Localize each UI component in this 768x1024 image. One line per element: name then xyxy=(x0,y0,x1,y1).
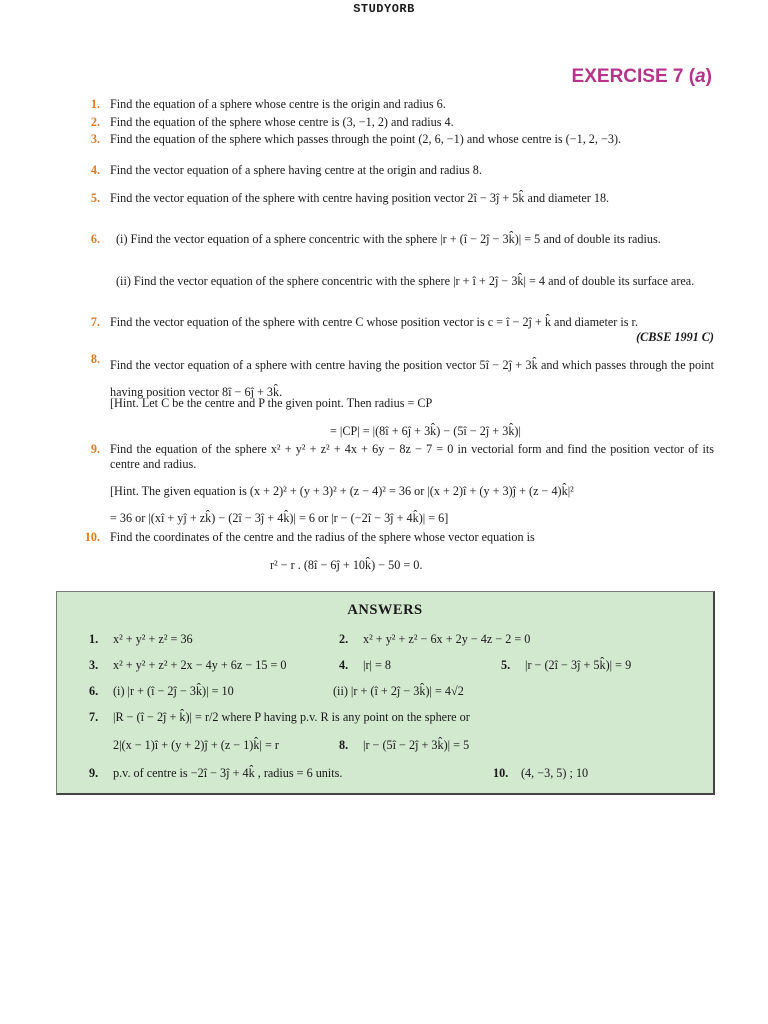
question-number: 9. xyxy=(90,442,100,456)
answer-5: 5. |r − (2î − 3ĵ + 5k̂)| = 9 xyxy=(501,658,632,672)
hint-8-equation: = |CP| = |(8î + 6ĵ + 3k̂) − (5î − 2ĵ + 3k̂)| xyxy=(330,424,521,438)
question-2: Find the equation of the sphere whose centre is (3, −1, 2) and radius 4. xyxy=(110,115,454,129)
question-7: Find the vector equation of the sphere with centre C whose position vector is c = î − 2ĵ + k̂ and diameter is r. xyxy=(110,315,638,329)
answer-2: 2. x² + y² + z² − 6x + 2y − 4z − 2 = 0 xyxy=(339,632,531,646)
question-number: 6. xyxy=(90,232,100,246)
page-header: STUDYORB xyxy=(353,2,415,16)
answer-10: 10. (4, −3, 5) ; 10 xyxy=(493,766,589,780)
answer-3: 3. x² + y² + z² + 2x − 4y + 6z − 15 = 0 xyxy=(89,658,287,672)
question-number: 1. xyxy=(90,97,100,111)
question-10: Find the coordinates of the centre and the radius of the sphere whose vector equation is xyxy=(110,530,535,544)
question-1: Find the equation of a sphere whose centre is the origin and radius 6. xyxy=(110,97,446,111)
answer-4: 4. |r| = 8 xyxy=(339,658,391,672)
answer-1: 1. x² + y² + z² = 36 xyxy=(89,632,193,646)
question-number: 4. xyxy=(90,163,100,177)
answer-9: 9. p.v. of centre is −2î − 3ĵ + 4k̂ , radius = 6 units. xyxy=(89,766,343,780)
hint-8: [Hint. Let C be the centre and P the given point. Then radius = CP xyxy=(110,396,433,410)
answer-7-cont: 2|(x − 1)î + (y + 2)ĵ + (z − 1)k̂| = r xyxy=(113,738,279,752)
answer-8: 8. |r − (5î − 2ĵ + 3k̂)| = 5 xyxy=(339,738,470,752)
answer-7: 7. |R − (î − 2ĵ + k̂)| = r/2 where P having p.v. R is any point on the sphere or xyxy=(89,710,470,724)
question-8: Find the vector equation of a sphere with centre having the position vector 5î − 2ĵ + 3k̂ and which passes through the point having position vector 8î − 6ĵ + 3k̂. xyxy=(110,358,714,399)
question-number: 2. xyxy=(90,115,100,129)
cbse-reference: (CBSE 1991 C) xyxy=(636,330,714,344)
answers-box xyxy=(56,591,715,795)
question-number: 8. xyxy=(90,352,100,366)
question-5: Find the vector equation of the sphere with centre having position vector 2î − 3ĵ + 5k̂ and diameter 18. xyxy=(110,191,610,205)
question-number: 5. xyxy=(90,191,100,205)
question-number: 7. xyxy=(90,315,100,329)
question-4: Find the vector equation of a sphere having centre at the origin and radius 8. xyxy=(110,163,482,177)
hint-9: [Hint. The given equation is (x + 2)² + (y + 3)² + (z − 4)² = 36 or |(x + 2)î + (y + 3)ĵ + (z − 4)k̂|² xyxy=(110,484,574,498)
question-3: Find the equation of the sphere which passes through the point (2, 6, −1) and whose centre is (−1, 2, −3). xyxy=(110,132,622,146)
answer-6-ii: (ii) |r + (î + 2ĵ − 3k̂)| = 4√2 xyxy=(333,684,464,698)
question-6-ii: (ii) Find the vector equation of the sphere concentric with the sphere |r + î + 2ĵ − 3k̂| = 4 and of double its surface area. xyxy=(116,274,695,288)
exercise-title: EXERCISE 7 (a) xyxy=(571,66,712,87)
question-9: Find the equation of the sphere x² + y² + z² + 4x + 6y − 8z − 7 = 0 in vectorial form and find the position vector of its centre and radius. xyxy=(110,442,714,471)
answer-6-i: 6. (i) |r + (î − 2ĵ − 3k̂)| = 10 xyxy=(89,684,234,698)
question-number: 10. xyxy=(84,530,100,544)
question-6-i: (i) Find the vector equation of a sphere concentric with the sphere |r + (î − 2ĵ − 3k̂)| = 5 and of double its radius. xyxy=(116,232,661,246)
hint-9-cont: = 36 or |(xî + yĵ + zk̂) − (2î − 3ĵ + 4k̂)| = 6 or |r − (−2î − 3ĵ + 4k̂)| = 6] xyxy=(110,511,449,525)
answers-title: ANSWERS xyxy=(347,602,423,618)
question-10-equation: r² − r . (8î − 6ĵ + 10k̂) − 50 = 0. xyxy=(270,558,423,572)
question-number: 3. xyxy=(90,132,100,146)
